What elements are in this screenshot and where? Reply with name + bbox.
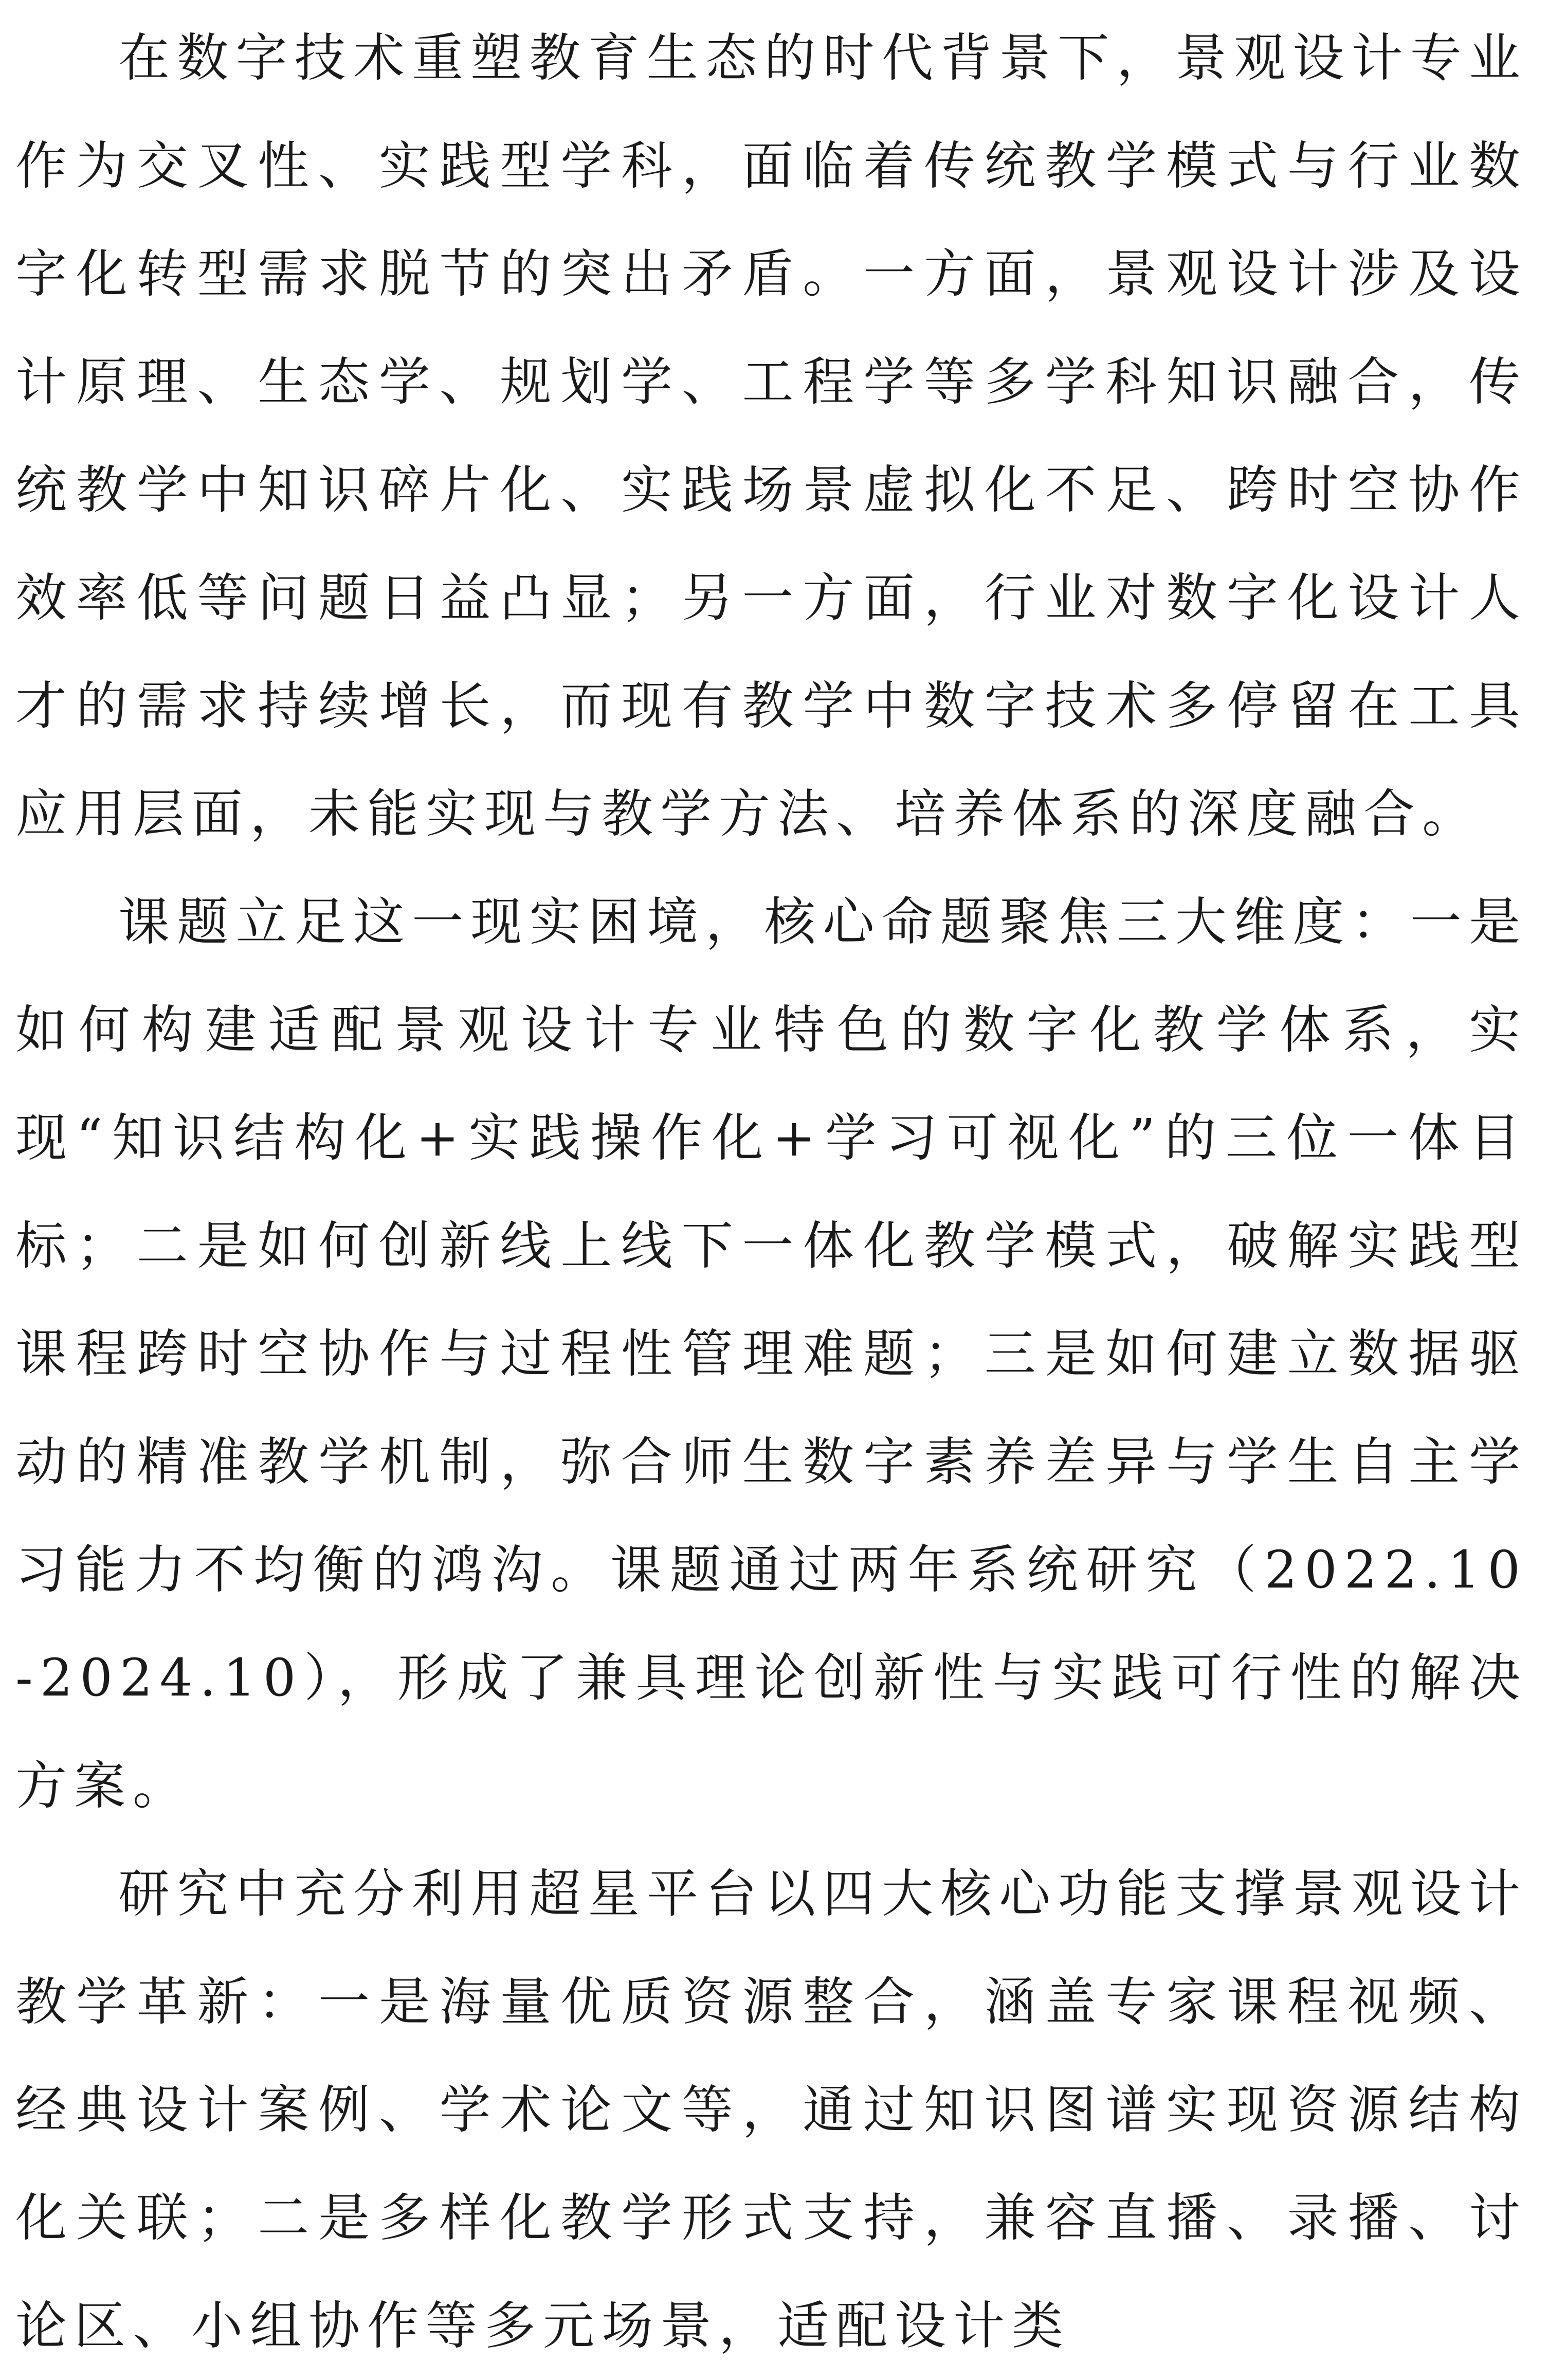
paragraph-1: 在数字技术重塑教育生态的时代背景下，景观设计专业作为交叉性、实践型学科，面临着传统教学模式与行业数字化转型需求脱节的突出矛盾。一方面，景观设计涉及设计原理、生态学、规划学、工程学等多学科知识融合，传统教学中知识碎片化、实践场景虚拟化不足、跨时空协作效率低等问题日益凸显；另一方面，行业对数字化设计人才的需求持续增长，而现有教学中数字技术多停留在工具应用层面，未能实现与教学方法、培养体系的深度融合。 bbox=[15, 28, 1527, 844]
paragraph-3: 研究中充分利用超星平台以四大核心功能支撑景观设计教学革新：一是海量优质资源整合，涵盖专家课程视频、经典设计案例、学术论文等，通过知识图谱实现资源结构化关联；二是多样化教学形式支持，兼容直播、录播、讨论区、小组协作等多元场景，适配设计类 bbox=[15, 1864, 1527, 2356]
paragraph-2: 课题立足这一现实困境，核心命题聚焦三大维度：一是如何构建适配景观设计专业特色的数字化教学体系，实现“知识结构化+实践操作化+学习可视化”的三位一体目标；二是如何创新线上线下一体化教学模式，破解实践型课程跨时空协作与过程性管理难题；三是如何建立数据驱动的精准教学机制，弥合师生数字素养差异与学生自主学习能力不均衡的鸿沟。课题通过两年系统研究（2022.10-2024.10），形成了兼具理论创新性与实践可行性的解决方案。 bbox=[15, 892, 1527, 1816]
